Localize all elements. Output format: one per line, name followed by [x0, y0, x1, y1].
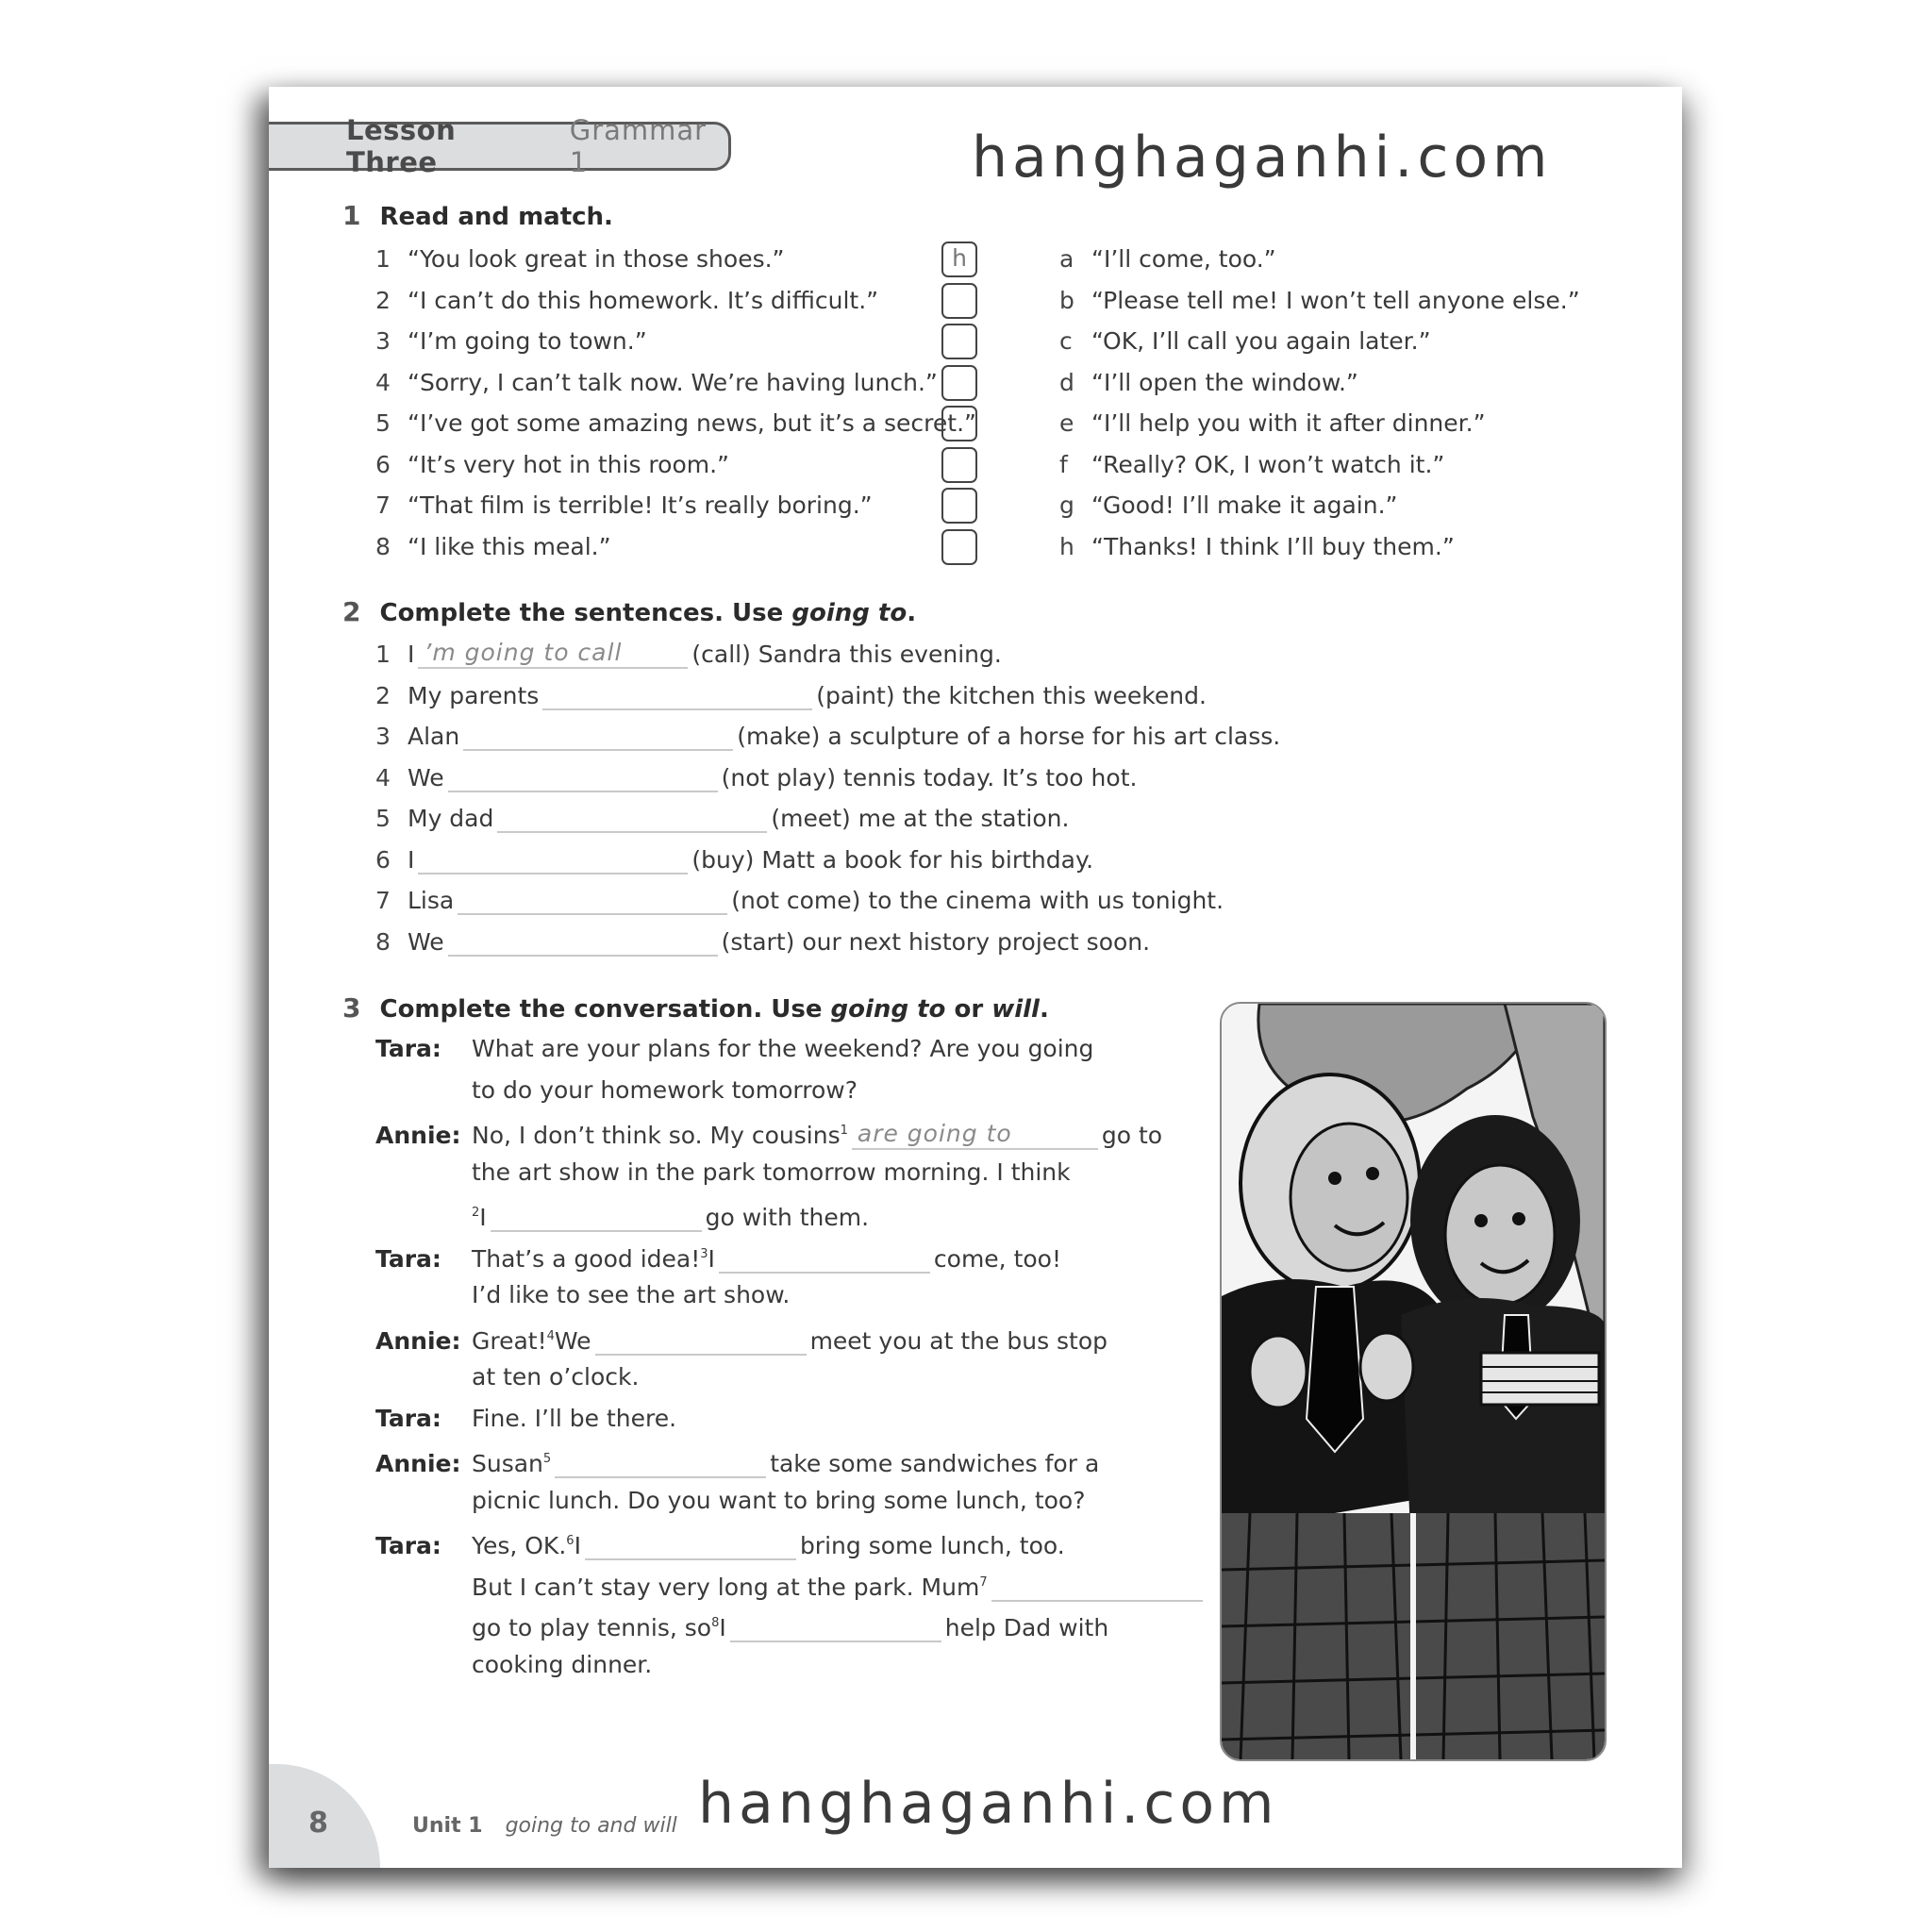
sentence-item — [375, 926, 1150, 957]
schoolgirls-illustration — [1220, 1002, 1607, 1761]
line-text: cooking dinner. — [472, 1650, 653, 1678]
response-text: “I’ll come, too.” — [1091, 245, 1276, 273]
item-subject: Alan — [408, 723, 460, 750]
gap-number: 6 — [566, 1534, 575, 1548]
gap-number: 8 — [711, 1616, 720, 1630]
conversation-line — [375, 1569, 1207, 1602]
conversation-line — [375, 1487, 1085, 1515]
gap-subject: I — [479, 1204, 487, 1231]
gap-subject: I — [708, 1244, 715, 1273]
answer-box[interactable]: h — [941, 242, 977, 277]
conversation-blank[interactable] — [991, 1572, 1203, 1602]
conversation-blank[interactable] — [730, 1612, 941, 1642]
conversation-blank[interactable]: are going to — [852, 1120, 1098, 1150]
response-text: “I’ll help you with it after dinner.” — [1091, 409, 1486, 437]
gap-subject: We — [554, 1326, 591, 1355]
prompt-number: 3 — [375, 327, 391, 355]
line-text: Fine. I’ll be there. — [472, 1404, 677, 1432]
line-text-after: come, too! — [933, 1244, 1061, 1273]
answer-box[interactable] — [941, 283, 977, 319]
match-prompt — [375, 451, 729, 479]
match-response — [1059, 287, 1580, 315]
item-rest: (make) a sculpture of a horse for his art class. — [737, 723, 1281, 750]
prompt-text: “I’m going to town.” — [408, 327, 647, 355]
conversation-line — [375, 1323, 1108, 1356]
prompt-text: “I like this meal.” — [408, 532, 611, 560]
match-prompt — [375, 409, 976, 438]
answer-blank[interactable] — [448, 762, 718, 792]
line-text: But I can’t stay very long at the park. Mum — [472, 1573, 980, 1601]
match-prompt — [375, 369, 938, 397]
match-prompt — [375, 491, 873, 520]
match-response — [1059, 327, 1431, 356]
gap-number: 5 — [542, 1452, 552, 1466]
illustration-image — [1222, 1004, 1605, 1759]
line-text-after: go to — [1101, 1122, 1163, 1149]
item-number: 7 — [375, 887, 391, 914]
speaker-name: Tara: — [375, 1244, 441, 1273]
match-prompt — [375, 533, 611, 561]
conversation-line — [375, 1241, 1061, 1274]
answer-box[interactable] — [941, 406, 977, 441]
speaker-name: Tara: — [375, 1035, 441, 1062]
speaker-name: Tara: — [375, 1404, 441, 1432]
line-text: No, I don’t think so. My cousins — [472, 1122, 841, 1149]
conversation-line — [375, 1527, 1065, 1560]
gap-subject: I — [719, 1614, 726, 1641]
exercise-2-title: 2 Complete the sentences. Use going to. — [342, 596, 917, 627]
prompt-text: “You look great in those shoes.” — [408, 245, 785, 273]
item-rest: (buy) Matt a book for his birthday. — [691, 845, 1094, 874]
conversation-line — [375, 1076, 858, 1105]
prompt-number: 2 — [375, 286, 391, 314]
line-text: I’d like to see the art show. — [472, 1281, 791, 1308]
line-text: to do your homework tomorrow? — [472, 1075, 858, 1104]
line-text: Susan — [472, 1450, 543, 1477]
item-number: 6 — [375, 845, 391, 874]
sentence-item — [375, 680, 1207, 710]
item-subject: My parents — [408, 681, 540, 709]
answer-blank[interactable] — [448, 926, 718, 957]
response-letter: h — [1059, 532, 1074, 560]
prompt-number: 6 — [375, 450, 391, 478]
answer-box[interactable] — [941, 529, 977, 565]
gap-number: 7 — [979, 1574, 988, 1590]
item-subject: We — [408, 927, 444, 956]
line-text: Great! — [472, 1326, 547, 1355]
line-text-after: help Dad with — [944, 1614, 1109, 1641]
item-number: 8 — [375, 927, 391, 956]
item-number: 3 — [375, 723, 391, 750]
line-text-after: meet you at the bus stop — [809, 1326, 1108, 1355]
line-text-after: bring some lunch, too. — [799, 1532, 1065, 1559]
prompt-number: 4 — [375, 368, 391, 396]
conversation-blank[interactable] — [555, 1448, 766, 1478]
speaker-name: Annie: — [375, 1450, 461, 1477]
conversation-line — [375, 1281, 790, 1309]
response-letter: d — [1059, 368, 1074, 396]
response-letter: a — [1059, 245, 1074, 273]
lesson-header-tab — [269, 114, 731, 178]
item-rest: (not come) to the cinema with us tonight. — [731, 887, 1224, 914]
gap-number: 1 — [840, 1124, 848, 1138]
response-text: “Thanks! I think I’ll buy them.” — [1091, 532, 1455, 560]
sentence-item — [375, 721, 1280, 751]
response-letter: g — [1059, 491, 1074, 519]
line-text: the art show in the park tomorrow morning. I think — [472, 1158, 1071, 1186]
watermark-top: hanghaganhi.com — [972, 125, 1553, 191]
response-text: “Please tell me! I won’t tell anyone else.” — [1091, 286, 1580, 314]
conversation-line — [375, 1117, 1162, 1150]
item-number: 2 — [375, 681, 391, 709]
answer-blank[interactable] — [463, 721, 733, 751]
item-rest: (paint) the kitchen this weekend. — [816, 681, 1207, 709]
answer-blank[interactable] — [497, 803, 767, 833]
answer-blank[interactable]: ’m going to call — [418, 639, 688, 669]
item-rest: (start) our next history project soon. — [721, 927, 1151, 956]
item-rest: (call) Sandra this evening. — [691, 641, 1002, 668]
answer-box[interactable] — [941, 447, 977, 483]
answer-box[interactable] — [941, 324, 977, 359]
conversation-line — [375, 1651, 652, 1679]
line-text: Yes, OK. — [472, 1532, 567, 1559]
match-response — [1059, 491, 1398, 520]
response-letter: c — [1059, 327, 1073, 355]
prompt-number: 5 — [375, 409, 391, 437]
conversation-line — [375, 1363, 639, 1391]
response-letter: e — [1059, 409, 1074, 437]
item-subject: Lisa — [408, 887, 455, 914]
line-text-after: go with them. — [705, 1204, 870, 1231]
item-subject: I — [408, 641, 415, 668]
prompt-text: “Sorry, I can’t talk now. We’re having lunch.” — [408, 368, 938, 396]
item-number: 1 — [375, 641, 391, 668]
conversation-blank[interactable] — [719, 1243, 930, 1274]
response-letter: b — [1059, 286, 1074, 314]
item-subject: I — [408, 845, 415, 874]
item-rest: (meet) me at the station. — [771, 805, 1070, 832]
match-response — [1059, 369, 1358, 397]
prompt-number: 1 — [375, 245, 391, 273]
sentence-item — [375, 762, 1137, 792]
prompt-text: “That film is terrible! It’s really boring.” — [408, 491, 873, 519]
line-text: picnic lunch. Do you want to bring some lunch, too? — [472, 1486, 1086, 1514]
page-number: 8 — [308, 1807, 328, 1840]
workbook-page — [269, 87, 1682, 1868]
answer-blank[interactable] — [458, 885, 727, 915]
answer-blank[interactable] — [418, 844, 688, 874]
match-prompt — [375, 327, 647, 356]
sentence-item — [375, 885, 1224, 915]
gap-subject: I — [574, 1532, 581, 1559]
match-prompt — [375, 287, 878, 315]
line-text: go to play tennis, so — [472, 1614, 712, 1641]
gap-number: 2 — [472, 1206, 480, 1220]
line-text: What are your plans for the weekend? Are you going — [472, 1035, 1094, 1062]
match-prompt — [375, 245, 785, 274]
item-number: 5 — [375, 805, 391, 832]
answer-box[interactable] — [941, 365, 977, 401]
speaker-name: Tara: — [375, 1532, 441, 1559]
response-text: “I’ll open the window.” — [1091, 368, 1358, 396]
gap-number: 3 — [700, 1246, 708, 1261]
speaker-name: Annie: — [375, 1122, 461, 1149]
line-text: That’s a good idea! — [472, 1244, 701, 1273]
match-response — [1059, 533, 1455, 561]
conversation-blank[interactable] — [595, 1325, 807, 1356]
item-rest: (not play) tennis today. It’s too hot. — [721, 763, 1138, 791]
answer-box[interactable] — [941, 488, 977, 524]
exercise-1-title: 1 Read and match. — [342, 200, 613, 231]
match-response — [1059, 245, 1276, 274]
conversation-line — [375, 1609, 1108, 1642]
lesson-section: Grammar 1 — [569, 114, 708, 178]
match-response — [1059, 451, 1444, 479]
speaker-name: Annie: — [375, 1326, 461, 1355]
sentence-item — [375, 803, 1069, 833]
prompt-text: “I’ve got some amazing news, but it’s a secret.” — [408, 409, 976, 437]
conversation-line — [375, 1405, 676, 1433]
line-text: at ten o’clock. — [472, 1363, 640, 1391]
exercise-3-title: 3 Complete the conversation. Use going to or will. — [342, 992, 1049, 1024]
sentence-item — [375, 844, 1093, 874]
prompt-number: 8 — [375, 532, 391, 560]
response-text: “OK, I’ll call you again later.” — [1091, 327, 1431, 355]
lesson-title: Lesson Three — [346, 114, 457, 178]
item-subject: My dad — [408, 805, 494, 832]
response-text: “Really? OK, I won’t watch it.” — [1091, 450, 1445, 478]
line-text-after: take some sandwiches for a — [770, 1450, 1100, 1477]
conversation-line — [375, 1035, 1093, 1063]
prompt-text: “It’s very hot in this room.” — [408, 450, 730, 478]
footer-unit-label: Unit 1 going to and will — [412, 1814, 677, 1838]
answer-blank[interactable] — [542, 680, 812, 710]
match-response — [1059, 409, 1486, 438]
item-number: 4 — [375, 763, 391, 791]
sentence-item — [375, 639, 1002, 669]
prompt-number: 7 — [375, 491, 391, 519]
conversation-line — [375, 1445, 1099, 1478]
watermark-bottom: hanghaganhi.com — [698, 1771, 1279, 1837]
conversation-line — [375, 1158, 1071, 1187]
gap-number: 4 — [546, 1328, 555, 1343]
response-letter: f — [1059, 450, 1068, 478]
response-text: “Good! I’ll make it again.” — [1091, 491, 1398, 519]
conversation-blank[interactable] — [491, 1202, 702, 1232]
item-subject: We — [408, 763, 444, 791]
conversation-line — [375, 1199, 869, 1232]
conversation-blank[interactable] — [585, 1530, 796, 1560]
prompt-text: “I can’t do this homework. It’s difficult.” — [408, 286, 879, 314]
